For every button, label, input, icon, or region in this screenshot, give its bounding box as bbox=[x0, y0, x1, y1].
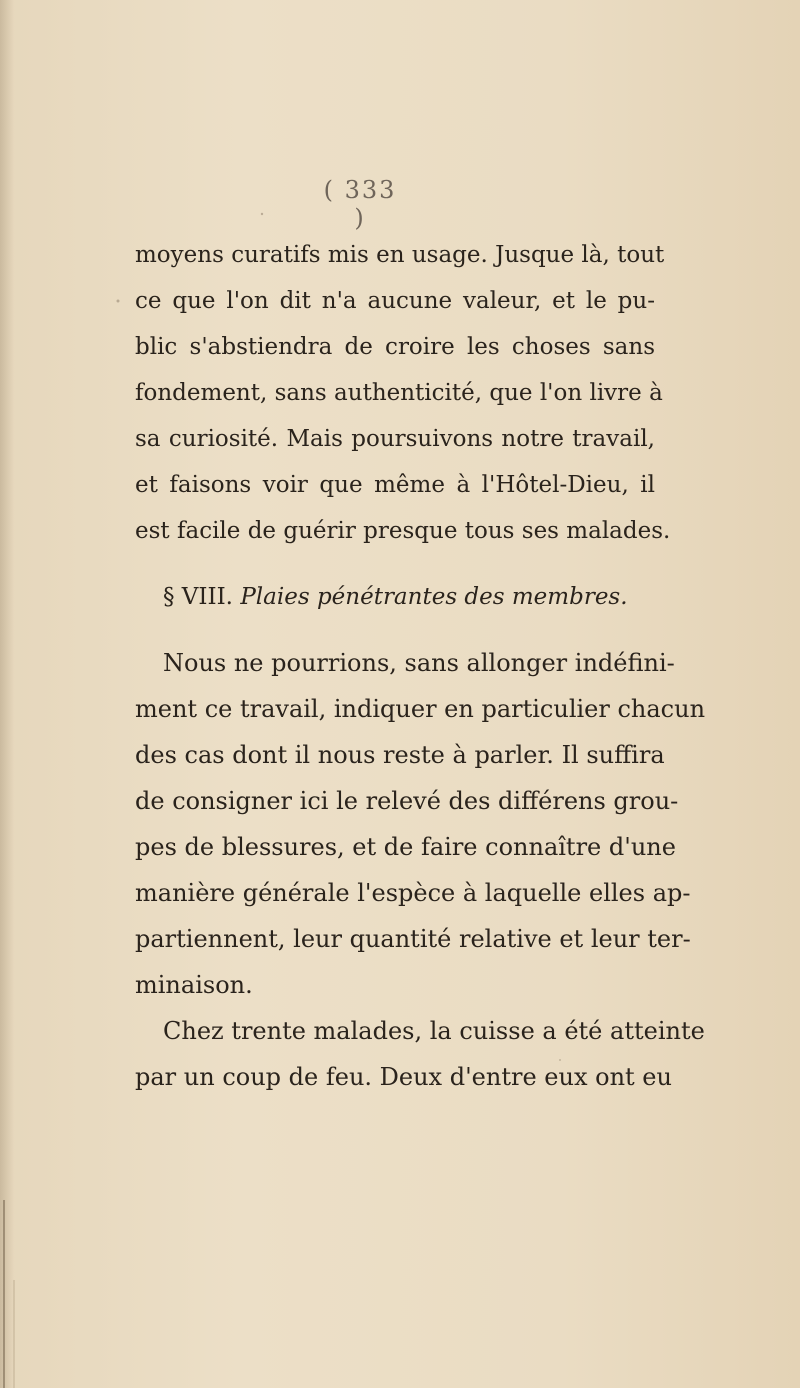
text-line: des cas dont il nous reste à parler. Il suffira bbox=[135, 741, 665, 769]
paragraph-2 bbox=[135, 640, 706, 1008]
text-line: manière générale l'espèce à laquelle elles ap- bbox=[135, 879, 691, 907]
section-title: Plaies pénétrantes des membres. bbox=[240, 584, 628, 610]
body-text bbox=[135, 232, 706, 1100]
section-number: § VIII. bbox=[163, 584, 233, 610]
spine-shadow bbox=[0, 0, 14, 1388]
text-line: partiennent, leur quantité relative et leur ter- bbox=[135, 925, 691, 953]
text-line: est facile de guérir presque tous ses malades. bbox=[135, 518, 671, 544]
text-line: Nous ne pourrions, sans allonger indéfini- bbox=[163, 649, 675, 677]
paper-speck bbox=[117, 300, 120, 303]
text-line: par un coup de feu. Deux d'entre eux ont eu bbox=[135, 1063, 672, 1091]
paragraph-3 bbox=[135, 1008, 705, 1100]
text-line: pes de blessures, et de faire connaître d'une bbox=[135, 833, 676, 861]
text-line: ment ce travail, indiquer en particulier chacun bbox=[135, 695, 706, 723]
text-line: blic s'abstiendra de croire les choses sans bbox=[135, 334, 655, 360]
page-number: ( 333 ) bbox=[323, 176, 397, 232]
text-line: Chez trente malades, la cuisse a été atteinte bbox=[163, 1017, 705, 1045]
text-line: sa curiosité. Mais poursuivons notre travail, bbox=[135, 426, 655, 452]
text-line: moyens curatifs mis en usage. Jusque là, tout bbox=[135, 242, 665, 268]
text-line: de consigner ici le relevé des différens grou- bbox=[135, 787, 679, 815]
text-line: fondement, sans authenticité, que l'on livre à bbox=[135, 380, 663, 406]
text-line: et faisons voir que même à l'Hôtel-Dieu, il bbox=[135, 472, 655, 498]
paper-speck bbox=[261, 213, 263, 215]
section-heading bbox=[135, 574, 655, 620]
text-line: ce que l'on dit n'a aucune valeur, et le pu- bbox=[135, 288, 655, 314]
paragraph-1 bbox=[135, 232, 671, 554]
text-line: minaison. bbox=[135, 971, 253, 999]
